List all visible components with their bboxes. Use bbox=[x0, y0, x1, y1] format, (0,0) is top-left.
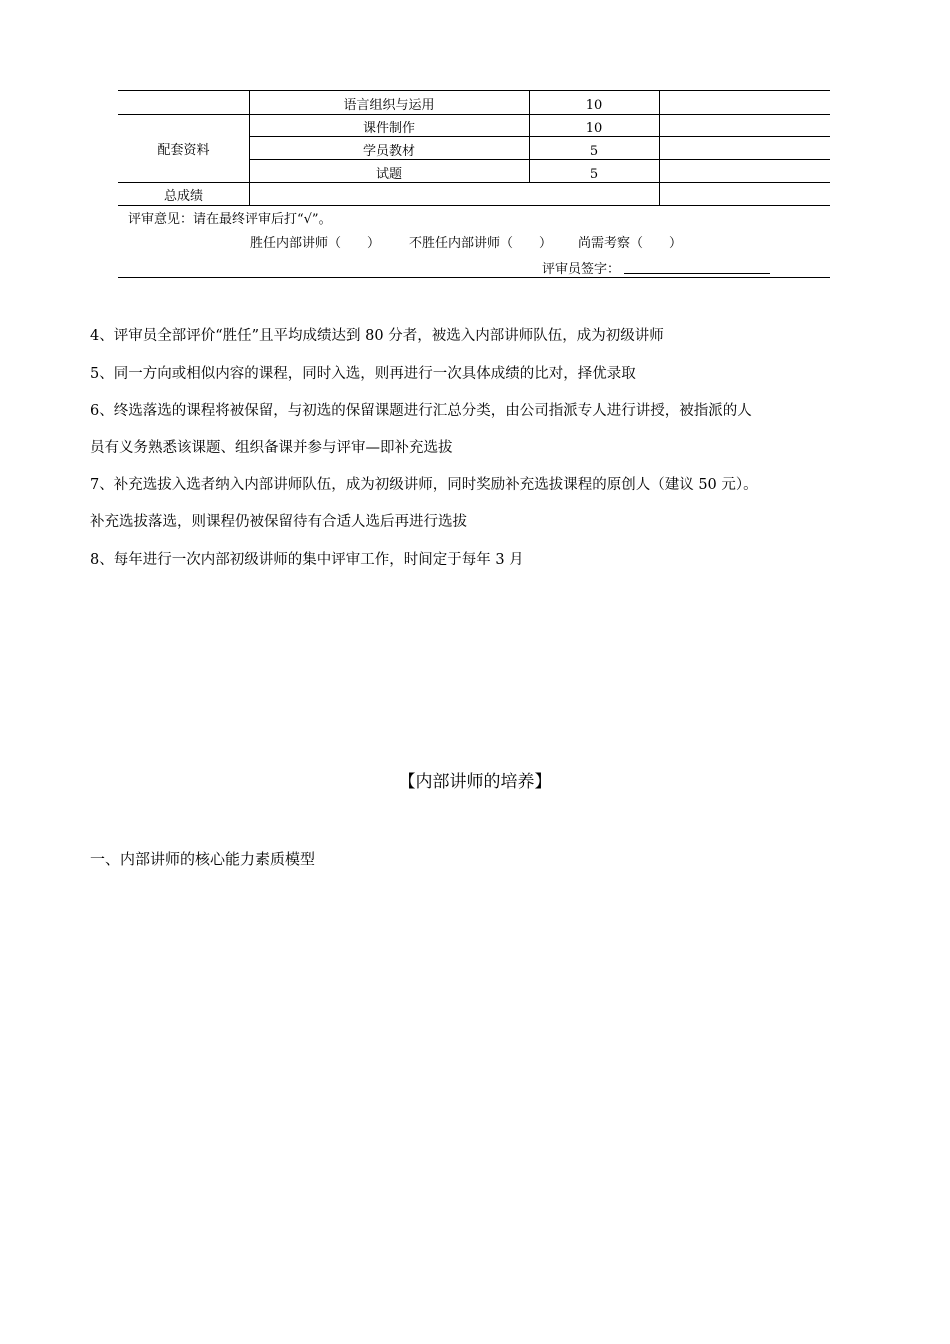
table-row-divider bbox=[118, 205, 830, 206]
table-cell-item: 试题 bbox=[375, 167, 402, 182]
table-cell-category: 配套资料 bbox=[157, 143, 210, 158]
table-cell-item: 课件制作 bbox=[362, 121, 415, 136]
paragraph-5: 5、同一方向或相似内容的课程，同时入选，则再进行一次具体成绩的比对，择优录取 bbox=[90, 366, 636, 382]
paragraph-6: 6、终选落选的课程将被保留，与初选的保留课题进行汇总分类，由公司指派专人进行讲授，被指派的人 bbox=[90, 403, 752, 419]
table-total-label: 总成绩 bbox=[163, 189, 203, 204]
table-cell-score: 10 bbox=[585, 121, 603, 136]
signature-line bbox=[624, 273, 770, 274]
table-cell-score: 5 bbox=[589, 144, 599, 159]
option-competent: 胜任内部讲师（ ） bbox=[250, 236, 381, 251]
paragraph-4: 4、评审员全部评价“胜任”且平均成绩达到 80 分者，被选入内部讲师队伍，成为初级讲师 bbox=[90, 328, 664, 344]
paragraph-8: 8、每年进行一次内部初级讲师的集中评审工作，时间定于每年 3 月 bbox=[90, 552, 524, 568]
option-not-competent: 不胜任内部讲师（ ） bbox=[409, 236, 553, 251]
table-cell-item: 语言组织与运用 bbox=[343, 98, 435, 113]
table-cell-score: 5 bbox=[589, 167, 599, 182]
table-row-divider bbox=[118, 114, 830, 115]
subsection-title: 一、内部讲师的核心能力素质模型 bbox=[90, 850, 316, 868]
section-title: 【内部讲师的培养】 bbox=[398, 772, 552, 792]
table-column-divider bbox=[659, 90, 660, 205]
signature-label: 评审员签字： bbox=[542, 262, 621, 277]
paragraph-6-continued: 员有义务熟悉该课题、组织备课并参与评审—即补充选拔 bbox=[90, 440, 453, 456]
paragraph-7-continued: 补充选拔落选，则课程仍被保留待有合适人选后再进行选拔 bbox=[90, 514, 467, 530]
paragraph-7: 7、补充选拔入选者纳入内部讲师队伍，成为初级讲师，同时奖励补充选拔课程的原创人（建议 50 元）。 bbox=[90, 477, 758, 493]
option-needs-review: 尚需考察（ ） bbox=[578, 236, 683, 251]
table-cell-item: 学员教材 bbox=[362, 144, 415, 159]
table-bottom-border bbox=[118, 277, 830, 278]
table-top-border bbox=[118, 90, 830, 91]
review-opinion-label: 评审意见：请在最终评审后打“√”。 bbox=[128, 212, 332, 227]
table-cell-score: 10 bbox=[585, 98, 603, 113]
